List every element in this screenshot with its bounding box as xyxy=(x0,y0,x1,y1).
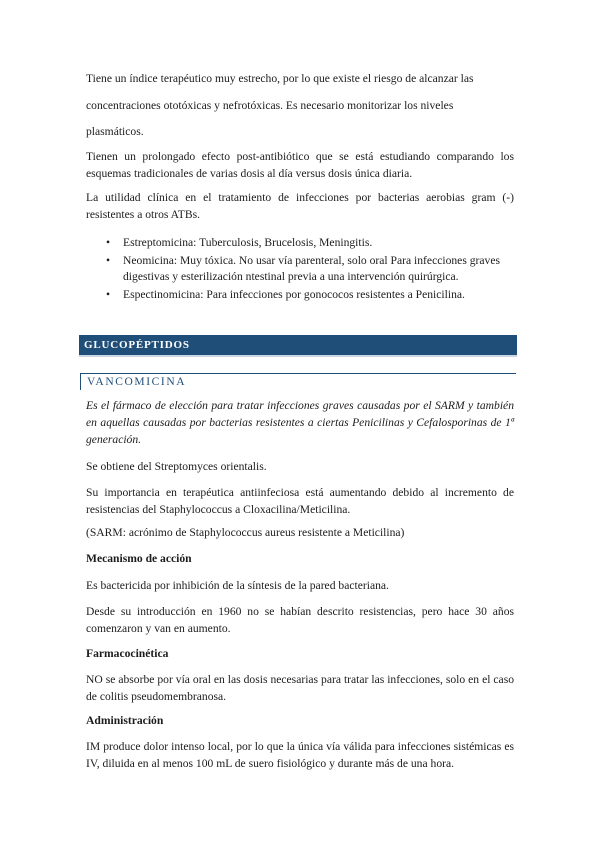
mechanism-text-2: Desde su introducción en 1960 no se habían descrito resistencias, pero hace 30 años comenzaron y van en aumento. xyxy=(86,605,514,635)
subsection-heading: VANCOMICINA xyxy=(80,373,516,390)
mechanism-heading: Mecanismo de acción xyxy=(86,552,192,565)
post-antibiotic-paragraph: Tienen un prolongado efecto post-antibiótico que se está estudiando comparando los esquemas tradicionales de varias dosis al día versus dosis única diaria. xyxy=(86,150,514,180)
clinical-utility-paragraph: La utilidad clínica en el tratamiento de infecciones por bacterias aerobias gram (-) resistentes a otros ATBs. xyxy=(86,191,514,221)
pharmacokinetics-heading: Farmacocinética xyxy=(86,647,169,660)
bullet-icon: • xyxy=(106,254,111,267)
list-item-text: Espectinomicina: Para infecciones por gonococos resistentes a Penicilina. xyxy=(123,288,465,301)
administration-heading: Administración xyxy=(86,714,164,727)
drug-list xyxy=(86,235,514,305)
mechanism-text-1: Es bactericida por inhibición de la síntesis de la pared bacteriana. xyxy=(86,579,389,592)
list-item xyxy=(86,287,514,303)
administration-text: IM produce dolor intenso local, por lo que la única vía válida para infecciones sistémicas es IV, diluida en al menos 100 mL de suero fisiológico y durante más de una hora. xyxy=(86,740,514,770)
source-paragraph: Se obtiene del Streptomyces orientalis. xyxy=(86,460,267,473)
section-banner-shadow xyxy=(79,355,517,357)
intro-line-1: Tiene un índice terapéutico muy estrecho, por lo que existe el riesgo de alcanzar las xyxy=(86,72,474,85)
sarm-note: (SARM: acrónimo de Staphylococcus aureus resistente a Meticilina) xyxy=(86,526,405,539)
intro-line-2: concentraciones ototóxicas y nefrotóxicas. Es necesario monitorizar los niveles xyxy=(86,99,454,112)
section-banner: GLUCOPÉPTIDOS xyxy=(79,335,517,355)
list-item xyxy=(86,253,514,285)
bullet-icon: • xyxy=(106,236,111,249)
list-item-text: Neomicina: Muy tóxica. No usar vía parenteral, solo oral Para infecciones graves digestivas y esterilización ntestinal previa a una intervención quirúrgica. xyxy=(123,254,500,283)
vancomycin-intro: Es el fármaco de elección para tratar infecciones graves causadas por el SARM y también en aquellas causadas por bacterias resistentes a ciertas Penicilinas y Cefalosporinas de 1ª generación. xyxy=(86,399,514,446)
list-item xyxy=(86,235,514,251)
intro-line-3: plasmáticos. xyxy=(86,125,144,138)
importance-paragraph: Su importancia en terapéutica antiinfeciosa está aumentando debido al incremento de resistencias del Staphylococcus a Cloxacilina/Meticilina. xyxy=(86,486,514,516)
bullet-icon: • xyxy=(106,288,111,301)
pharmacokinetics-text: NO se absorbe por vía oral en las dosis necesarias para tratar las infecciones, solo en el caso de colitis pseudomembranosa. xyxy=(86,673,514,703)
list-item-text: Estreptomicina: Tuberculosis, Brucelosis, Meningitis. xyxy=(123,236,373,249)
